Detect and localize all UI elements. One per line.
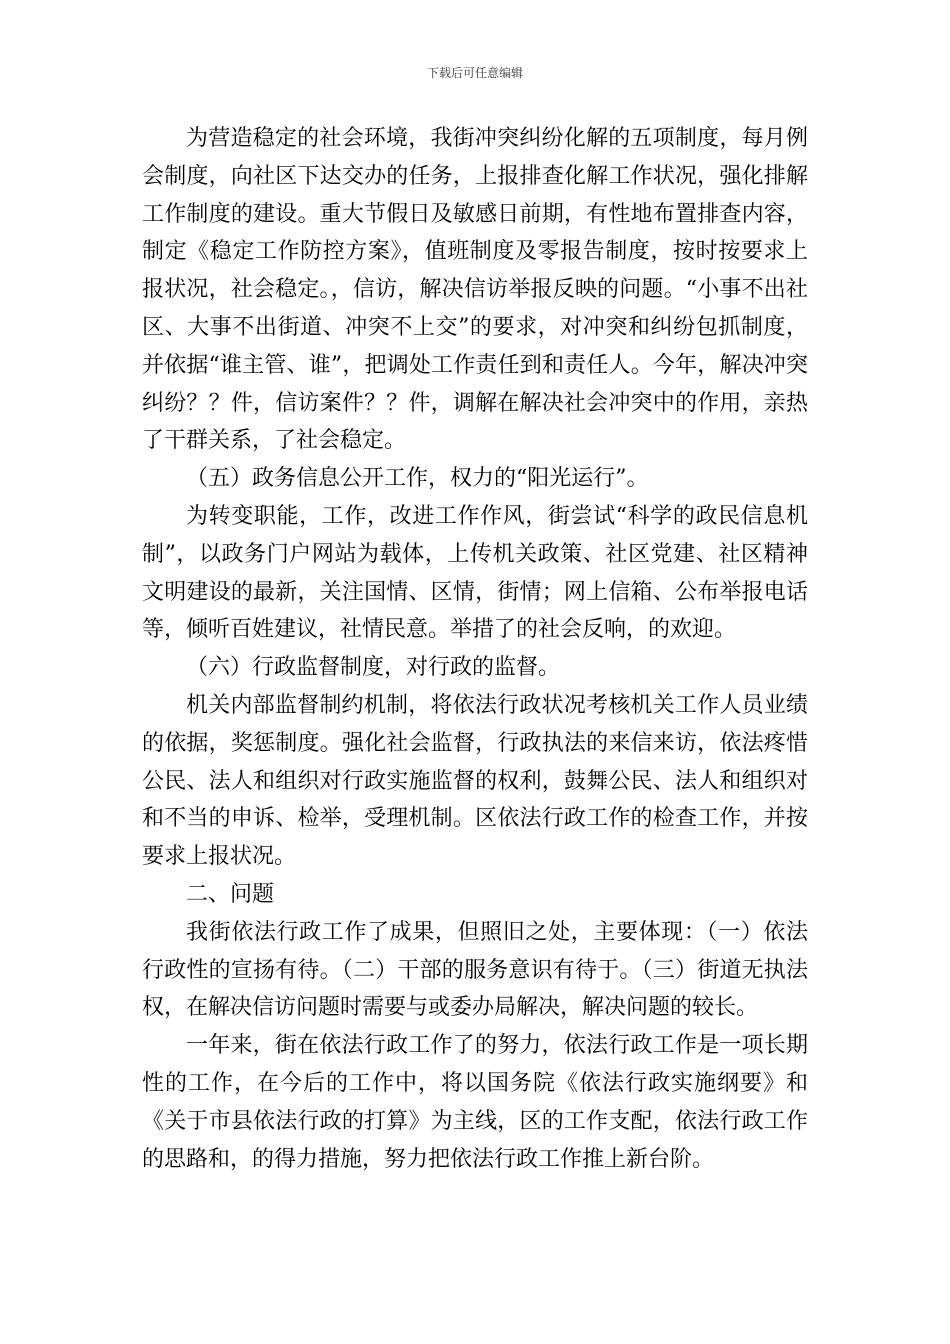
paragraph-information-disclosure: 为转变职能，工作，改进工作作风，街尝试“科学的政民信息机制”，以政务门户网站为载体，上传机关政策、社区党建、社区精神文明建设的最新，关注国情、区情，街情；网上信箱、公布举报电话等，倾听百姓建议，社情民意。举措了的社会反响，的欢迎。 bbox=[142, 503, 808, 643]
paragraph-supervision: 机关内部监督制约机制，将依法行政状况考核机关工作人员业绩的依据，奖惩制度。强化社会监督，行政执法的来信来访，依法疼惜公民、法人和组织对行政实施监督的权利，鼓舞公民、法人和组织对和不当的申诉、检举，受理机制。区依法行政工作的检查工作，并按要求上报状况。 bbox=[142, 692, 808, 870]
section-heading-five: （五）政务信息公开工作，权力的“阳光运行”。 bbox=[186, 466, 649, 492]
paragraph-stability-work: 为营造稳定的社会环境，我街冲突纠纷化解的五项制度，每月例会制度，向社区下达交办的任务，上报排查化解工作状况，强化排解工作制度的建设。重大节假日及敏感日前期，有性地布置排查内容，制定《稳定工作防控方案》，值班制度及零报告制度，按时按要求上报状况，社会稳定。，信访，解决信访举报反映的问题。“小事不出社区、大事不出街道、冲突不上交”的要求，对冲突和纠纷包抓制度，并依据“谁主管、谁”，把调处工作责任到和责任人。今年，解决冲突纠纷？？件，信访案件？？件，调解在解决社会冲突中的作用，亲热了干群关系，了社会稳定。 bbox=[142, 126, 808, 454]
paragraph-conclusion: 一年来，街在依法行政工作了的努力，依法行政工作是一项长期性的工作，在今后的工作中，将以国务院《依法行政实施纲要》和《关于市县依法行政的打算》为主线，区的工作支配，依法行政工作的思路和，的得力措施，努力把依法行政工作推上新台阶。 bbox=[142, 1033, 808, 1172]
section-heading-problems: 二、问题 bbox=[186, 881, 275, 907]
page-header: 下载后可任意编辑 bbox=[426, 66, 523, 80]
section-heading-six: （六）行政监督制度，对行政的监督。 bbox=[186, 655, 561, 681]
document-body bbox=[142, 120, 808, 1178]
paragraph-problems: 我街依法行政工作了成果，但照旧之处，主要体现：（一）依法行政性的宣扬有待。（二）干部的服务意识有待于。（三）街道无执法权，在解决信访问题时需要与或委办局解决，解决问题的较长。 bbox=[142, 919, 808, 1021]
